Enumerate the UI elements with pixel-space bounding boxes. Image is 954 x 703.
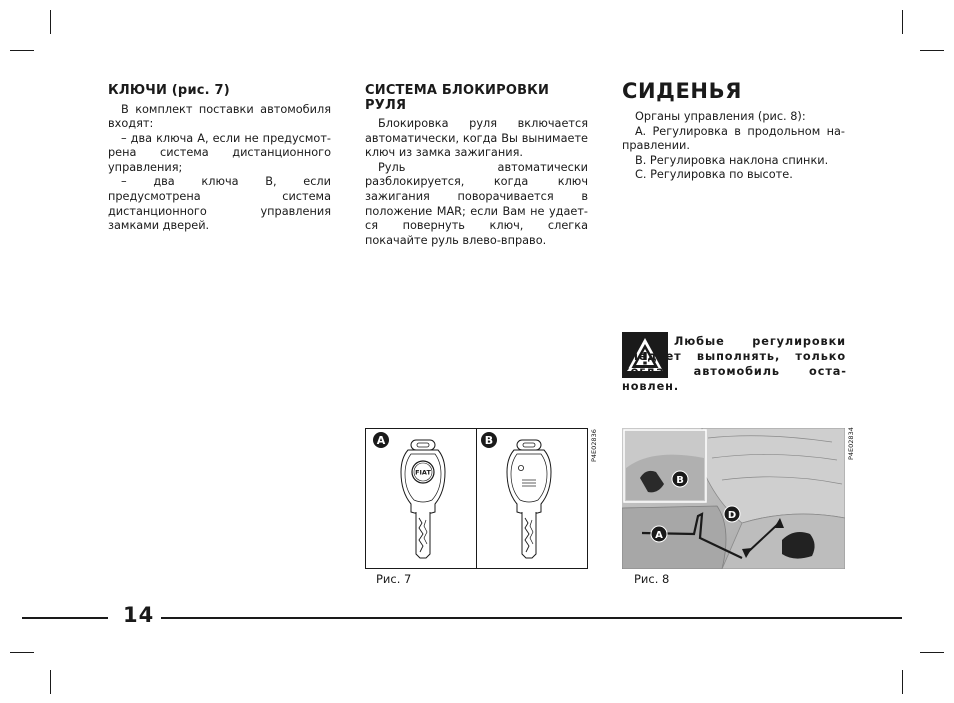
seats-heading: СИДЕНЬЯ bbox=[622, 79, 742, 103]
figure-8-label-a: A bbox=[655, 530, 663, 541]
crop-mark-bl-horizontal bbox=[10, 652, 34, 653]
seats-item-a: A. Регулировка в продольном направлении. bbox=[622, 124, 845, 153]
figure-8-caption: Рис. 8 bbox=[634, 572, 670, 586]
seats-section bbox=[622, 110, 845, 183]
figure-7-keys bbox=[365, 428, 588, 569]
figure-8-code: P4E02834 bbox=[847, 427, 855, 460]
figure-8-label-b: B bbox=[676, 475, 684, 486]
crop-mark-br-horizontal bbox=[920, 652, 944, 653]
steering-lock-heading bbox=[365, 84, 588, 113]
figure-7-label-a: A bbox=[376, 434, 386, 447]
steering-lock-section bbox=[365, 84, 588, 248]
crop-mark-bl-vertical bbox=[50, 670, 51, 694]
figure-8-seat-controls bbox=[622, 428, 845, 569]
footer-rule-left bbox=[22, 617, 108, 619]
crop-mark-tr-vertical bbox=[902, 10, 903, 34]
figure-7-caption: Рис. 7 bbox=[376, 572, 412, 586]
steering-lock-paragraph-1: Блокировка руля включается автоматически, когда Вы вынимаете ключ из замка зажигания. bbox=[365, 117, 588, 160]
steering-lock-heading-line1: СИСТЕМА БЛОКИРОВКИ bbox=[365, 83, 550, 98]
keys-paragraph-key-a: – два ключа A, если не предусмотрена система дистанционного управления; bbox=[108, 131, 331, 174]
keys-section bbox=[108, 84, 331, 234]
crop-mark-tl-vertical bbox=[50, 10, 51, 34]
page-number: 14 bbox=[123, 603, 155, 627]
warning-text: Любые регулировки следует выполнять, только когда автомобиль остановлен. bbox=[622, 335, 846, 393]
steering-lock-heading-line2: РУЛЯ bbox=[365, 97, 407, 113]
figure-7-label-b: B bbox=[484, 434, 494, 447]
crop-mark-br-vertical bbox=[902, 670, 903, 694]
figure-8-label-d: D bbox=[727, 510, 737, 521]
seats-controls-intro: Органы управления (рис. 8): bbox=[635, 110, 806, 123]
seats-item-b: B. Регулировка наклона спинки. bbox=[635, 153, 829, 167]
figure-7-code: P4E02836 bbox=[590, 429, 598, 462]
keys-heading: КЛЮЧИ (рис. 7) bbox=[108, 83, 230, 98]
keys-paragraph-key-b: – два ключа B, если предусмотрена система дистанционного управления замками дверей. bbox=[108, 175, 331, 233]
keys-paragraph-intro: В комплект поставки автомобиля входят: bbox=[108, 102, 331, 131]
crop-mark-tr-horizontal bbox=[920, 50, 944, 51]
seats-item-c: C. Регулировка по высоте. bbox=[635, 168, 793, 182]
footer-rule-right bbox=[161, 617, 902, 619]
crop-mark-tl-horizontal bbox=[10, 50, 34, 51]
fiat-logo: FIAT bbox=[415, 468, 431, 477]
steering-lock-paragraph-2: Руль автоматически разблокируется, когда ключ зажигания поворачивается в положение MAR; если Вам не удается повернуть ключ, слегка покачайте руль влево-вправо. bbox=[365, 160, 588, 247]
